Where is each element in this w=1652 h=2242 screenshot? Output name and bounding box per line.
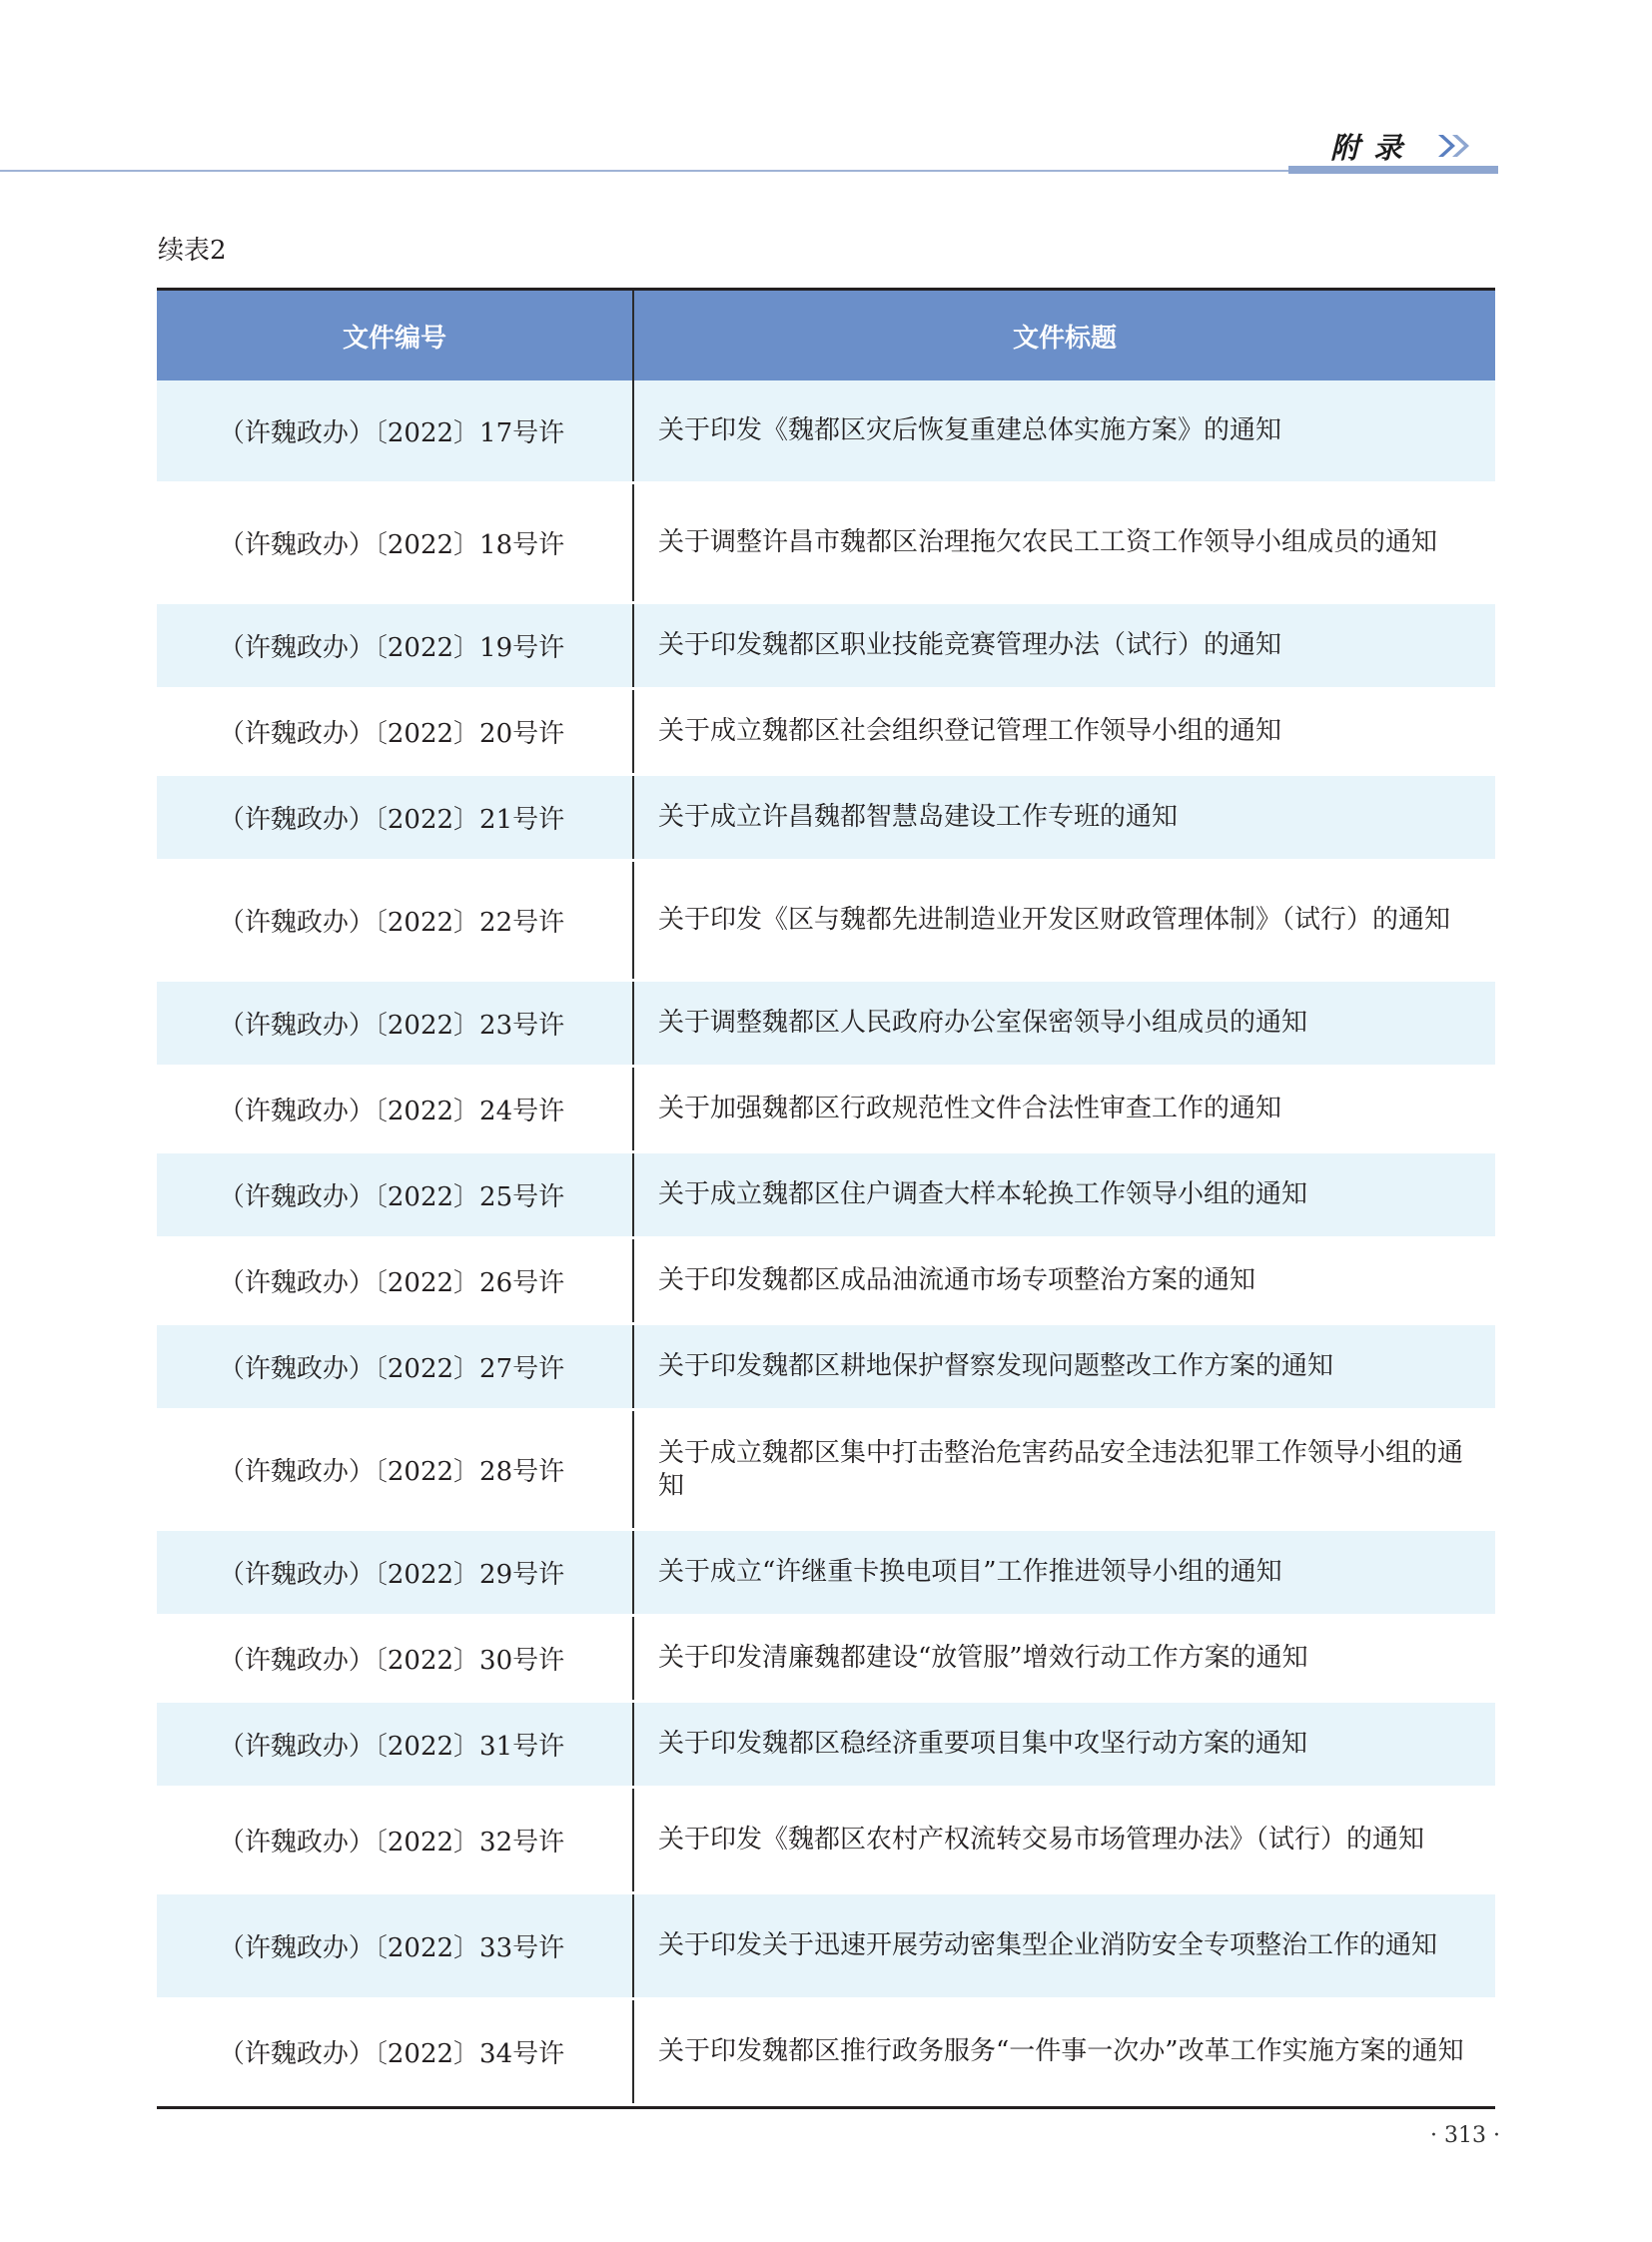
document-number: （许魏政办）〔2022〕18号许 [157,484,634,601]
document-number: （许魏政办）〔2022〕22号许 [157,862,634,979]
document-number: （许魏政办）〔2022〕28号许 [157,1411,634,1528]
document-number: （许魏政办）〔2022〕17号许 [157,380,634,481]
table-body [157,380,1495,2106]
table-row [157,1153,1495,1239]
table-row [157,982,1495,1068]
document-number: （许魏政办）〔2022〕32号许 [157,1789,634,1891]
table-row [157,604,1495,690]
document-title: 关于印发魏都区成品油流通市场专项整治方案的通知 [658,1265,1256,1295]
document-title: 关于成立魏都区住户调查大样本轮换工作领导小组的通知 [658,1179,1308,1209]
document-title: 关于印发《魏都区农村产权流转交易市场管理办法》（试行）的通知 [658,1825,1425,1855]
document-title: 关于印发关于迅速开展劳动密集型企业消防安全专项整治工作的通知 [658,1930,1438,1960]
header-rule [0,170,1498,172]
double-chevron-icon [1436,132,1476,160]
document-number: （许魏政办）〔2022〕24号许 [157,1068,634,1150]
document-title: 关于印发魏都区职业技能竞赛管理办法（试行）的通知 [658,630,1282,660]
header-tab-accent [1288,166,1498,174]
section-title: 附录 [1330,131,1417,165]
document-title: 关于印发《魏都区灾后恢复重建总体实施方案》的通知 [658,415,1282,445]
document-number: （许魏政办）〔2022〕25号许 [157,1153,634,1236]
table-row [157,1068,1495,1153]
table-row [157,1239,1495,1325]
column-header-title: 文件标题 [1012,323,1117,354]
document-title: 关于成立魏都区集中打击整治危害药品安全违法犯罪工作领导小组的通知 [658,1437,1464,1501]
table-row [157,1411,1495,1531]
table-row [157,776,1495,862]
document-number: （许魏政办）〔2022〕33号许 [157,1894,634,1997]
document-title: 关于成立“许继重卡换电项目”工作推进领导小组的通知 [658,1557,1282,1587]
table-row [157,380,1495,484]
document-title: 关于印发清廉魏都建设“放管服”增效行动工作方案的通知 [658,1643,1308,1673]
table-row [157,1894,1495,2000]
document-title: 关于调整魏都区人民政府办公室保密领导小组成员的通知 [658,1008,1308,1038]
page-number: · 313 · [1430,2123,1500,2148]
document-title: 关于成立魏都区社会组织登记管理工作领导小组的通知 [658,716,1282,746]
document-number: （许魏政办）〔2022〕23号许 [157,982,634,1065]
document-title: 关于印发魏都区推行政务服务“一件事一次办”改革工作实施方案的通知 [658,2036,1464,2066]
table-row [157,1703,1495,1789]
document-number: （许魏政办）〔2022〕30号许 [157,1617,634,1700]
document-title: 关于加强魏都区行政规范性文件合法性审查工作的通知 [658,1094,1282,1123]
document-title: 关于印发魏都区耕地保护督察发现问题整改工作方案的通知 [658,1351,1334,1381]
table-row [157,862,1495,982]
table-row [157,1531,1495,1617]
document-number: （许魏政办）〔2022〕19号许 [157,604,634,687]
table-row [157,690,1495,776]
document-number: （许魏政办）〔2022〕21号许 [157,776,634,859]
table-header [157,291,1495,380]
document-title: 关于印发《区与魏都先进制造业开发区财政管理体制》（试行）的通知 [658,905,1451,935]
table-row [157,1617,1495,1703]
document-table [157,288,1495,2109]
document-number: （许魏政办）〔2022〕29号许 [157,1531,634,1614]
document-number: （许魏政办）〔2022〕26号许 [157,1239,634,1322]
table-row [157,1325,1495,1411]
document-title: 关于印发魏都区稳经济重要项目集中攻坚行动方案的通知 [658,1729,1308,1759]
table-row [157,2000,1495,2106]
table-caption: 续表2 [158,236,227,266]
column-header-number: 文件编号 [157,291,634,380]
table-row [157,484,1495,604]
document-number: （许魏政办）〔2022〕34号许 [157,2000,634,2103]
document-number: （许魏政办）〔2022〕20号许 [157,690,634,773]
table-row [157,1789,1495,1894]
document-number: （许魏政办）〔2022〕31号许 [157,1703,634,1786]
document-number: （许魏政办）〔2022〕27号许 [157,1325,634,1408]
document-title: 关于调整许昌市魏都区治理拖欠农民工工资工作领导小组成员的通知 [658,527,1438,557]
document-title: 关于成立许昌魏都智慧岛建设工作专班的通知 [658,802,1179,832]
